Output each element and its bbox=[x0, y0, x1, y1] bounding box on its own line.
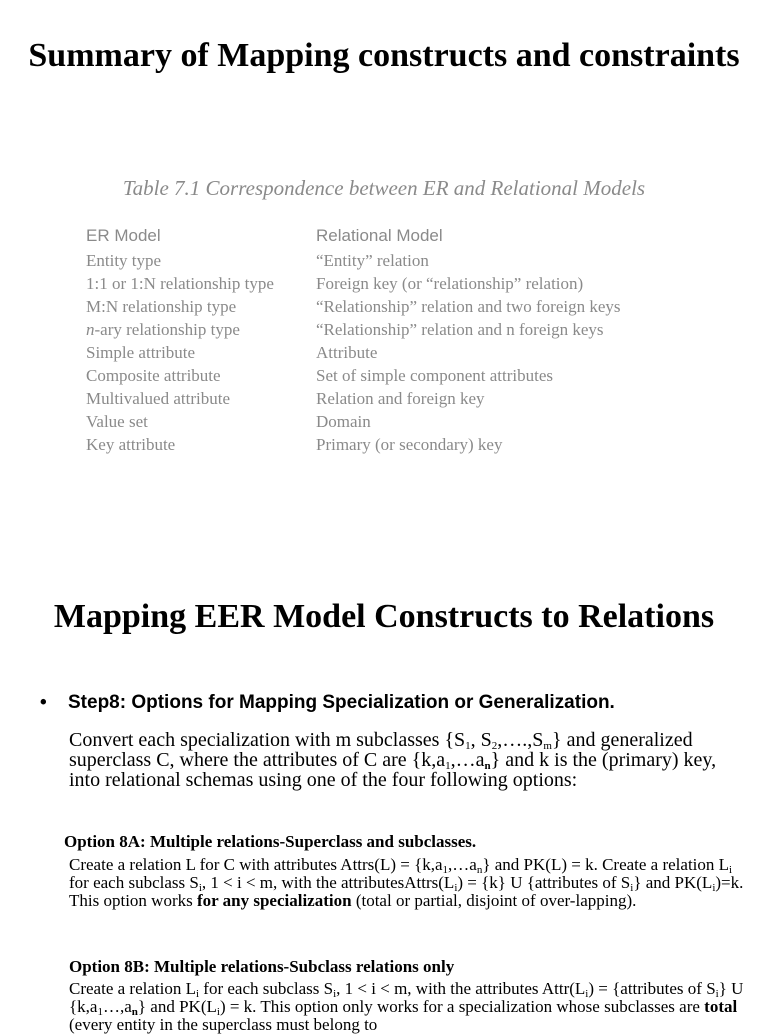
er-cell: Composite attribute bbox=[86, 366, 221, 385]
option-8a-body bbox=[69, 856, 744, 910]
column-header-er-model: ER Model bbox=[86, 226, 161, 245]
text: ,…a bbox=[448, 855, 477, 874]
subscript: i bbox=[216, 1006, 220, 1018]
text: , 1 < i < m, with the attributesAttrs(L bbox=[201, 873, 455, 892]
rel-cell: Attribute bbox=[316, 343, 378, 362]
subscript: i bbox=[333, 988, 337, 1000]
slide-title-summary: Summary of Mapping constructs and constraints bbox=[28, 37, 740, 74]
table-caption: Table 7.1 Correspondence between ER and Relational Models bbox=[122, 176, 646, 200]
text: )=k. This option works bbox=[69, 873, 744, 910]
subscript: 1 bbox=[97, 1006, 103, 1018]
option-8b-body bbox=[69, 980, 744, 1034]
table-row bbox=[86, 435, 746, 458]
table-row bbox=[86, 366, 746, 389]
subscript: i bbox=[195, 988, 200, 1000]
subscript: i bbox=[729, 864, 733, 876]
subscript: m bbox=[543, 740, 552, 752]
er-cell: Key attribute bbox=[86, 435, 176, 454]
rel-cell: Set of simple component attributes bbox=[316, 366, 554, 385]
text: } and PK(L bbox=[137, 997, 217, 1016]
subscript: n bbox=[484, 760, 491, 772]
subscript: n bbox=[131, 1006, 138, 1018]
text: for each subclass S bbox=[69, 873, 199, 892]
step8-intro-paragraph bbox=[69, 730, 749, 790]
rel-cell: “Entity” relation bbox=[316, 251, 429, 270]
text: , 1 < i < m, with the attributes Attr(L bbox=[336, 979, 586, 998]
table-row bbox=[86, 297, 746, 320]
column-header-relational-model: Relational Model bbox=[316, 226, 443, 245]
er-cell-rest: -ary relationship type bbox=[94, 320, 240, 339]
step8-heading: Step8: Options for Mapping Specialization or Generalization. bbox=[68, 692, 615, 713]
text: Create a relation L bbox=[69, 979, 196, 998]
text: (every entity in the superclass must belong to bbox=[69, 1015, 378, 1034]
rel-cell: Foreign key (or “relationship” relation) bbox=[316, 274, 584, 293]
text: } and k is the (primary) key, into relational schemas using one of the four following options: bbox=[69, 749, 717, 791]
text: } U {k,a bbox=[69, 979, 744, 1016]
text: …,a bbox=[102, 997, 132, 1016]
text: ,….,S bbox=[497, 729, 544, 751]
er-cell: Simple attribute bbox=[86, 343, 196, 362]
rel-cell: Domain bbox=[316, 412, 371, 431]
rel-cell: “Relationship” relation and two foreign keys bbox=[316, 297, 621, 316]
bullet-dot: • bbox=[40, 692, 47, 713]
table-row bbox=[86, 274, 746, 297]
table-row bbox=[86, 412, 746, 435]
text: ) = k. This option only works for a specialization whose subclasses are bbox=[219, 997, 705, 1016]
subscript: 1 bbox=[445, 760, 451, 772]
text: Create a relation L for C with attributes Attrs(L) = {k,a bbox=[69, 855, 443, 874]
bold-text: total bbox=[704, 997, 738, 1016]
text: for each subclass S bbox=[199, 979, 334, 998]
er-cell: Entity type bbox=[86, 251, 162, 270]
subscript: i bbox=[712, 882, 716, 894]
rel-cell: “Relationship” relation and n foreign keys bbox=[316, 320, 604, 339]
subscript: 1 bbox=[465, 740, 471, 752]
subscript: 2 bbox=[491, 740, 498, 752]
table-row bbox=[86, 320, 746, 343]
bold-text: for any specialization bbox=[196, 891, 352, 910]
er-cell: Value set bbox=[86, 412, 148, 431]
subscript: i bbox=[715, 988, 719, 1000]
subscript: 1 bbox=[442, 864, 449, 876]
er-cell-italic-n: n bbox=[86, 320, 95, 339]
option-8b-heading: Option 8B: Multiple relations-Subclass relations only bbox=[69, 957, 455, 976]
text: ) = {attributes of S bbox=[588, 979, 716, 998]
table-row bbox=[86, 343, 746, 366]
slide-title-mapping-eer: Mapping EER Model Constructs to Relations bbox=[53, 598, 715, 635]
text: } and PK(L bbox=[633, 873, 713, 892]
er-cell bbox=[86, 320, 240, 340]
text: (total or partial, disjoint of over-lapping). bbox=[351, 891, 637, 910]
subscript: i bbox=[198, 882, 202, 894]
text: } and generalized superclass C, where the attributes of C are {k,a bbox=[69, 729, 693, 771]
er-cell: M:N relationship type bbox=[86, 297, 237, 316]
text: } and PK(L) = k. Create a relation L bbox=[482, 855, 730, 874]
subscript: n bbox=[476, 864, 483, 876]
text: ,…a bbox=[450, 749, 485, 771]
option-8a-heading: Option 8A: Multiple relations-Superclass and subclasses. bbox=[64, 832, 477, 851]
er-cell: Multivalued attribute bbox=[86, 389, 230, 408]
rel-cell: Relation and foreign key bbox=[316, 389, 485, 408]
er-cell: 1:1 or 1:N relationship type bbox=[86, 274, 274, 293]
subscript: i bbox=[585, 988, 589, 1000]
subscript: i bbox=[630, 882, 634, 894]
text: Convert each specialization with m subclasses {S bbox=[69, 729, 466, 751]
subscript: i bbox=[454, 882, 458, 894]
table-row bbox=[86, 389, 746, 412]
rel-cell: Primary (or secondary) key bbox=[316, 435, 503, 454]
text: , S bbox=[470, 729, 492, 751]
table-row bbox=[86, 251, 746, 274]
text: ) = {k} U {attributes of S bbox=[457, 873, 631, 892]
